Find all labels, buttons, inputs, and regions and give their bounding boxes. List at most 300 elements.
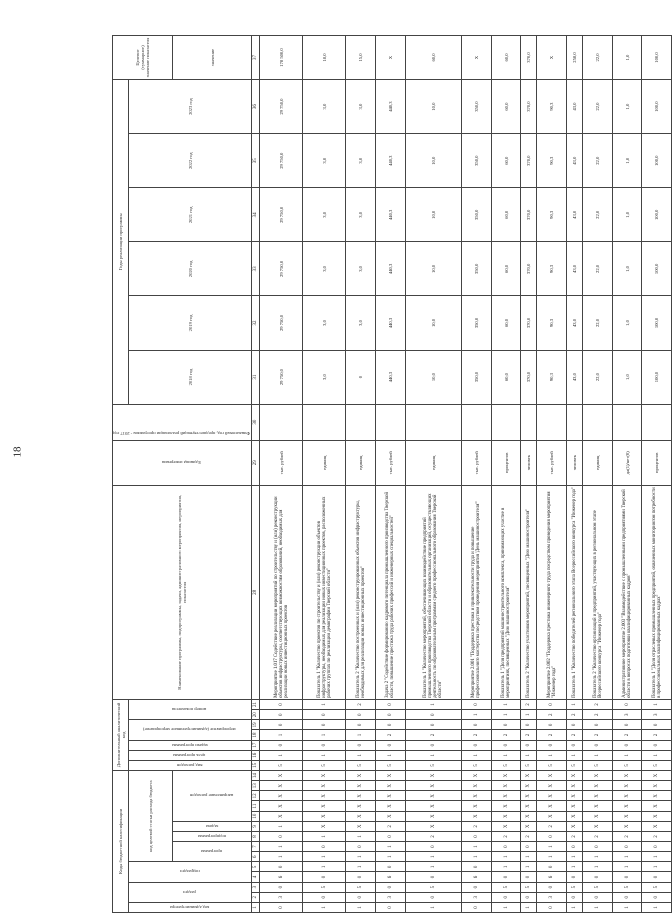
code-cell: 1: [491, 862, 521, 872]
code-cell: 0: [260, 699, 303, 709]
table-row: [612, 36, 642, 913]
code-cell: 0: [260, 902, 303, 912]
code-cell: Х: [612, 811, 642, 821]
year-value: 370,0: [521, 134, 537, 188]
code-cell: 0: [583, 892, 613, 902]
column-number: 13: [252, 781, 260, 791]
column-number: 36: [252, 80, 260, 134]
row-finance-prev: [462, 404, 492, 440]
year-value: 3,0: [303, 350, 346, 404]
year-value: 22,0: [583, 242, 613, 296]
year-value: 100,0: [642, 296, 672, 350]
code-cell: 1: [567, 699, 583, 709]
code-cell: Х: [567, 811, 583, 821]
code-cell: 2: [521, 699, 537, 709]
code-cell: 5: [491, 882, 521, 892]
header-additional-code: Дополнительный аналитический код: [113, 699, 129, 770]
column-number: 9: [252, 821, 260, 831]
year-value: 370,0: [521, 80, 537, 134]
year-value: 370,0: [521, 350, 537, 404]
code-cell: Х: [303, 791, 346, 801]
code-cell: Х: [583, 801, 613, 811]
code-cell: 0: [491, 892, 521, 902]
column-number: 12: [252, 791, 260, 801]
code-cell: 1: [612, 852, 642, 862]
code-cell: 5: [567, 760, 583, 770]
header-unit: Единица измерения: [113, 440, 252, 485]
year-value: 90,3: [537, 80, 567, 134]
code-cell: 1: [491, 902, 521, 912]
year-value: 350,0: [462, 296, 492, 350]
year-value: 29 750,0: [260, 134, 303, 188]
year-value: 440,3: [375, 350, 405, 404]
code-cell: Х: [583, 811, 613, 821]
row-finance-prev: [521, 404, 537, 440]
code-cell: Х: [491, 781, 521, 791]
row-unit: тыс. рублей: [462, 440, 492, 485]
row-name: Мероприятие 1.017 Содействие реализации мероприятий по строительству и (или) реконструкции объектов инфраструктуры, соответствующих возможностям образований, необходимых для реализации новых инвестиционных проектов: [260, 485, 303, 699]
year-value: 43,0: [567, 242, 583, 296]
year-value: 370,0: [521, 188, 537, 242]
year-value: 350,0: [462, 188, 492, 242]
year-value: 60,0: [491, 80, 521, 134]
year-value: 10,0: [405, 350, 462, 404]
row-finance-prev: [346, 404, 376, 440]
code-cell: 2: [612, 831, 642, 841]
code-cell: 0: [642, 720, 672, 730]
code-cell: 5: [346, 760, 376, 770]
code-cell: 5: [521, 882, 537, 892]
code-cell: 1: [303, 750, 346, 760]
code-cell: 1: [583, 862, 613, 872]
code-cell: 0: [491, 740, 521, 750]
program-table-rotated: [112, 35, 662, 913]
code-cell: 1: [491, 710, 521, 720]
code-cell: 1: [583, 902, 613, 912]
code-cell: 1: [521, 750, 537, 760]
code-cell: 0: [521, 842, 537, 852]
code-cell: 2: [537, 710, 567, 720]
code-cell: 2: [405, 730, 462, 740]
table-row: [405, 36, 462, 913]
year-value: 60,0: [491, 242, 521, 296]
year-value: 3,0: [346, 134, 376, 188]
year-value: 60,0: [491, 296, 521, 350]
year-value: 90,3: [537, 188, 567, 242]
code-cell: 1: [612, 750, 642, 760]
code-cell: 1: [583, 750, 613, 760]
code-cell: Х: [346, 811, 376, 821]
row-unit: да(1)/нет(0): [612, 440, 642, 485]
code-cell: 0: [612, 699, 642, 709]
year-value: 1,0: [612, 80, 642, 134]
row-unit: единиц: [405, 440, 462, 485]
code-cell: 1: [405, 699, 462, 709]
year-value: 43,0: [567, 296, 583, 350]
code-cell: Х: [462, 781, 492, 791]
row-name: Мероприятие 2.002 "Поддержка престижа инженерного труда посредством проведения мероприятия "Инженер года": [537, 485, 567, 699]
code-cell: 0: [405, 842, 462, 852]
table-body: [260, 36, 672, 913]
year-value: 10,0: [405, 188, 462, 242]
row-unit: процентов: [491, 440, 521, 485]
code-cell: 1: [567, 902, 583, 912]
code-cell: Х: [612, 770, 642, 780]
code-cell: Х: [405, 811, 462, 821]
code-cell: 0: [462, 831, 492, 841]
code-cell: 1: [303, 862, 346, 872]
code-cell: 5: [491, 760, 521, 770]
code-cell: 0: [583, 740, 613, 750]
year-value: 1,0: [612, 350, 642, 404]
code-cell: Х: [405, 781, 462, 791]
code-cell: 0: [405, 710, 462, 720]
table-row: [346, 36, 376, 913]
header-goal: цель программы: [129, 750, 252, 760]
code-cell: 1: [567, 852, 583, 862]
code-cell: 0: [537, 720, 567, 730]
row-unit: тыс. рублей: [375, 440, 405, 485]
target-value: 100,0: [642, 36, 672, 80]
code-cell: 2: [521, 730, 537, 740]
code-cell: Х: [303, 781, 346, 791]
code-cell: Х: [405, 821, 462, 831]
target-value: Х: [537, 36, 567, 80]
code-cell: 3: [260, 892, 303, 902]
code-cell: 0: [260, 882, 303, 892]
code-cell: 1: [303, 852, 346, 862]
year-value: 3,0: [346, 80, 376, 134]
year-value: 29 750,0: [260, 296, 303, 350]
code-cell: Х: [642, 770, 672, 780]
code-cell: 0: [642, 872, 672, 882]
code-cell: Х: [583, 821, 613, 831]
code-cell: 2: [537, 821, 567, 831]
target-value: Х: [375, 36, 405, 80]
code-cell: Х: [346, 770, 376, 780]
code-cell: 1: [260, 821, 303, 831]
code-cell: 2: [642, 730, 672, 740]
table-row: [583, 36, 613, 913]
code-cell: 1: [260, 842, 303, 852]
code-cell: Х: [612, 791, 642, 801]
header-years-group: Годы реализации программы: [113, 80, 129, 405]
code-cell: Х: [405, 791, 462, 801]
header-year-2019: 2019 год: [129, 296, 252, 350]
code-cell: 5: [537, 760, 567, 770]
year-value: 100,0: [642, 242, 672, 296]
column-number: 17: [252, 740, 260, 750]
code-cell: 0: [583, 872, 613, 882]
code-cell: 0: [491, 842, 521, 852]
code-cell: 0: [375, 720, 405, 730]
code-cell: Х: [375, 801, 405, 811]
code-cell: 1: [612, 902, 642, 912]
code-cell: 5: [375, 760, 405, 770]
year-value: 29 750,0: [260, 80, 303, 134]
code-cell: Х: [642, 811, 672, 821]
code-cell: 5: [405, 760, 462, 770]
header-year-2022: 2022 год: [129, 134, 252, 188]
header-year-2021: 2021 год: [129, 188, 252, 242]
column-number-row: [252, 36, 260, 913]
code-cell: 0: [537, 831, 567, 841]
row-name: Показатель 2 "Количество построенных и (или) реконструированных объектов инфраструктуры, необходимых для реализации новых инвестиционных проектов": [346, 485, 376, 699]
code-cell: 1: [462, 710, 492, 720]
header-year-2023: 2023 год: [129, 80, 252, 134]
column-number: 1: [252, 902, 260, 912]
code-cell: 1: [612, 862, 642, 872]
code-cell: Х: [642, 781, 672, 791]
year-value: 29 750,0: [260, 350, 303, 404]
year-value: 43,0: [567, 134, 583, 188]
code-cell: 2: [567, 710, 583, 720]
code-cell: 2: [567, 831, 583, 841]
code-cell: 0: [303, 710, 346, 720]
code-cell: 0: [260, 710, 303, 720]
code-cell: 1: [642, 902, 672, 912]
code-cell: Х: [346, 791, 376, 801]
row-unit: единиц: [346, 440, 376, 485]
code-cell: Х: [462, 811, 492, 821]
code-cell: Х: [462, 801, 492, 811]
code-cell: 1: [491, 699, 521, 709]
header-finance-year: Финансовый год, предшествующий реализации программы - 2017 год: [113, 404, 252, 440]
code-cell: 1: [491, 750, 521, 760]
code-cell: 1: [537, 750, 567, 760]
header-name: Наименование программы, подпрограммы, задачи, административного мероприятия, мероприятия, показателя: [113, 485, 252, 699]
code-cell: 2: [375, 821, 405, 831]
row-finance-prev: [642, 404, 672, 440]
code-cell: 0: [521, 740, 537, 750]
header-target-items: код целевой статьи расхода бюджета: [129, 770, 173, 861]
code-cell: 1: [346, 852, 376, 862]
code-cell: 2: [567, 730, 583, 740]
row-name: Задача 2 "Содействие формированию кадрового потенциала промышленного производства Тверской области, повышение престижа труда рабочих профессий и инженерных специальностей": [375, 485, 405, 699]
header-task: задача: [173, 821, 252, 831]
row-name: Мероприятие 2.001 "Поддержка престижа и привлекательности труда и повышение профессионального мастерства посредством проведения мероприятия 'День машиностроителя'": [462, 485, 492, 699]
code-cell: 1: [260, 730, 303, 740]
code-cell: 0: [375, 831, 405, 841]
column-number: 18: [252, 730, 260, 740]
code-cell: Х: [491, 801, 521, 811]
target-value: 18,0: [303, 36, 346, 80]
column-number: 3: [252, 882, 260, 892]
header-exp-type: вид расходов: [129, 760, 252, 770]
code-cell: 3: [612, 710, 642, 720]
code-cell: Х: [521, 791, 537, 801]
code-cell: 0: [583, 720, 613, 730]
code-cell: 6: [537, 872, 567, 882]
code-cell: 0: [375, 902, 405, 912]
year-value: 43,0: [567, 80, 583, 134]
row-name: Показатель 2 "Количество организаций и предприятий, участвующих в региональном этапе Всероссийского конкурса "Инженер года": [583, 485, 613, 699]
code-cell: 5: [303, 760, 346, 770]
code-cell: 5: [303, 882, 346, 892]
code-cell: 0: [303, 842, 346, 852]
code-cell: 2: [346, 699, 376, 709]
year-value: 350,0: [462, 242, 492, 296]
code-cell: Х: [303, 801, 346, 811]
code-cell: Х: [583, 791, 613, 801]
code-cell: Х: [521, 811, 537, 821]
year-value: 90,3: [537, 242, 567, 296]
program-table: [112, 35, 672, 913]
row-unit: тыс. рублей: [260, 440, 303, 485]
code-cell: 1: [642, 699, 672, 709]
code-cell: 5: [346, 882, 376, 892]
code-cell: 0: [537, 699, 567, 709]
code-cell: 1: [346, 750, 376, 760]
table-row: [462, 36, 492, 913]
code-cell: Х: [537, 791, 567, 801]
code-cell: Х: [260, 781, 303, 791]
year-value: 90,3: [537, 350, 567, 404]
code-cell: Х: [567, 801, 583, 811]
code-cell: 5: [405, 882, 462, 892]
year-value: 43,0: [567, 188, 583, 242]
code-cell: 0: [346, 892, 376, 902]
code-cell: 0: [491, 872, 521, 882]
column-number: 34: [252, 188, 260, 242]
header-budget-codes: Коды бюджетной классификации: [113, 770, 129, 912]
code-cell: 1: [462, 750, 492, 760]
row-finance-prev: [375, 404, 405, 440]
code-cell: 0: [346, 710, 376, 720]
code-cell: 0: [462, 862, 492, 872]
code-cell: 0: [537, 882, 567, 892]
column-number: 30: [252, 404, 260, 440]
column-number: 16: [252, 750, 260, 760]
table-row: [303, 36, 346, 913]
code-cell: 0: [462, 882, 492, 892]
code-cell: 2: [491, 831, 521, 841]
code-cell: Х: [567, 791, 583, 801]
code-cell: 2: [521, 831, 537, 841]
table-row: [491, 36, 521, 913]
header-target: Целевое (суммарное) значение показателя: [113, 36, 173, 80]
code-cell: 0: [567, 892, 583, 902]
code-cell: 3: [537, 892, 567, 902]
code-cell: 0: [405, 740, 462, 750]
code-cell: 1: [567, 862, 583, 872]
column-number: 6: [252, 852, 260, 862]
code-cell: Х: [491, 821, 521, 831]
column-number: 21: [252, 699, 260, 709]
code-cell: 0: [612, 892, 642, 902]
code-cell: Х: [521, 770, 537, 780]
code-cell: 1: [405, 750, 462, 760]
code-cell: 2: [583, 699, 613, 709]
column-number: 8: [252, 831, 260, 841]
header-section: раздел: [129, 882, 252, 902]
code-cell: 5: [642, 882, 672, 892]
code-cell: 2: [462, 730, 492, 740]
code-cell: 2: [583, 730, 613, 740]
table-row: [521, 36, 537, 913]
code-cell: 0: [612, 872, 642, 882]
code-cell: 0: [405, 720, 462, 730]
target-value: 258,0: [567, 36, 583, 80]
header-admin: код администратора: [129, 902, 252, 912]
code-cell: 0: [303, 892, 346, 902]
table-row: [642, 36, 672, 913]
code-cell: 0: [612, 720, 642, 730]
code-cell: 5: [583, 760, 613, 770]
code-cell: 1: [405, 862, 462, 872]
code-cell: 1: [260, 750, 303, 760]
code-cell: Х: [346, 801, 376, 811]
year-value: 29 750,0: [260, 188, 303, 242]
year-value: 0: [346, 350, 376, 404]
row-finance-prev: [405, 404, 462, 440]
year-value: 43,0: [567, 350, 583, 404]
header-indicator: номер показателя: [129, 699, 252, 719]
code-cell: Х: [612, 781, 642, 791]
year-value: 440,3: [375, 242, 405, 296]
code-cell: 5: [612, 760, 642, 770]
code-cell: Х: [567, 821, 583, 831]
year-value: 370,0: [521, 296, 537, 350]
row-unit: процентов: [642, 440, 672, 485]
row-unit: человек: [567, 440, 583, 485]
year-value: 1,0: [612, 134, 642, 188]
column-number: 7: [252, 842, 260, 852]
code-cell: 3: [462, 892, 492, 902]
column-number: 37: [252, 36, 260, 80]
target-value: Х: [462, 36, 492, 80]
row-finance-prev: [567, 404, 583, 440]
row-name: Показатель 1 "Количество мероприятий, обеспечивающих взаимодействие предприятий промышленного производства Тверской области и образовательных организаций, осуществляющих деятельность по образовательным программам среднего профессионального образования Тверской области": [405, 485, 462, 699]
code-cell: 2: [491, 730, 521, 740]
column-number: 11: [252, 801, 260, 811]
code-cell: 2: [405, 831, 462, 841]
code-cell: Х: [612, 801, 642, 811]
code-cell: 0: [521, 720, 537, 730]
year-value: 3,0: [303, 80, 346, 134]
code-cell: 0: [462, 902, 492, 912]
code-cell: Х: [521, 801, 537, 811]
code-cell: Х: [583, 770, 613, 780]
column-number: 15: [252, 760, 260, 770]
year-value: 3,0: [303, 296, 346, 350]
year-value: 440,3: [375, 80, 405, 134]
year-value: 10,0: [405, 134, 462, 188]
code-cell: Х: [642, 801, 672, 811]
year-value: 100,0: [642, 134, 672, 188]
code-cell: Х: [375, 770, 405, 780]
year-value: 3,0: [346, 188, 376, 242]
code-cell: 0: [462, 699, 492, 709]
header-target-value: значение: [173, 36, 252, 80]
year-value: 60,0: [491, 188, 521, 242]
column-number: 2: [252, 892, 260, 902]
code-cell: 1: [521, 902, 537, 912]
code-cell: Х: [491, 811, 521, 821]
code-cell: 0: [375, 710, 405, 720]
header-year-2020: 2020 год: [129, 242, 252, 296]
code-cell: 1: [303, 831, 346, 841]
code-cell: 0: [642, 740, 672, 750]
year-value: 3,0: [346, 242, 376, 296]
code-cell: 0: [303, 740, 346, 750]
column-number: 20: [252, 710, 260, 720]
code-cell: 2: [583, 831, 613, 841]
target-value: 60,0: [405, 36, 462, 80]
code-cell: 2: [375, 730, 405, 740]
code-cell: 0: [567, 740, 583, 750]
code-cell: Х: [260, 801, 303, 811]
